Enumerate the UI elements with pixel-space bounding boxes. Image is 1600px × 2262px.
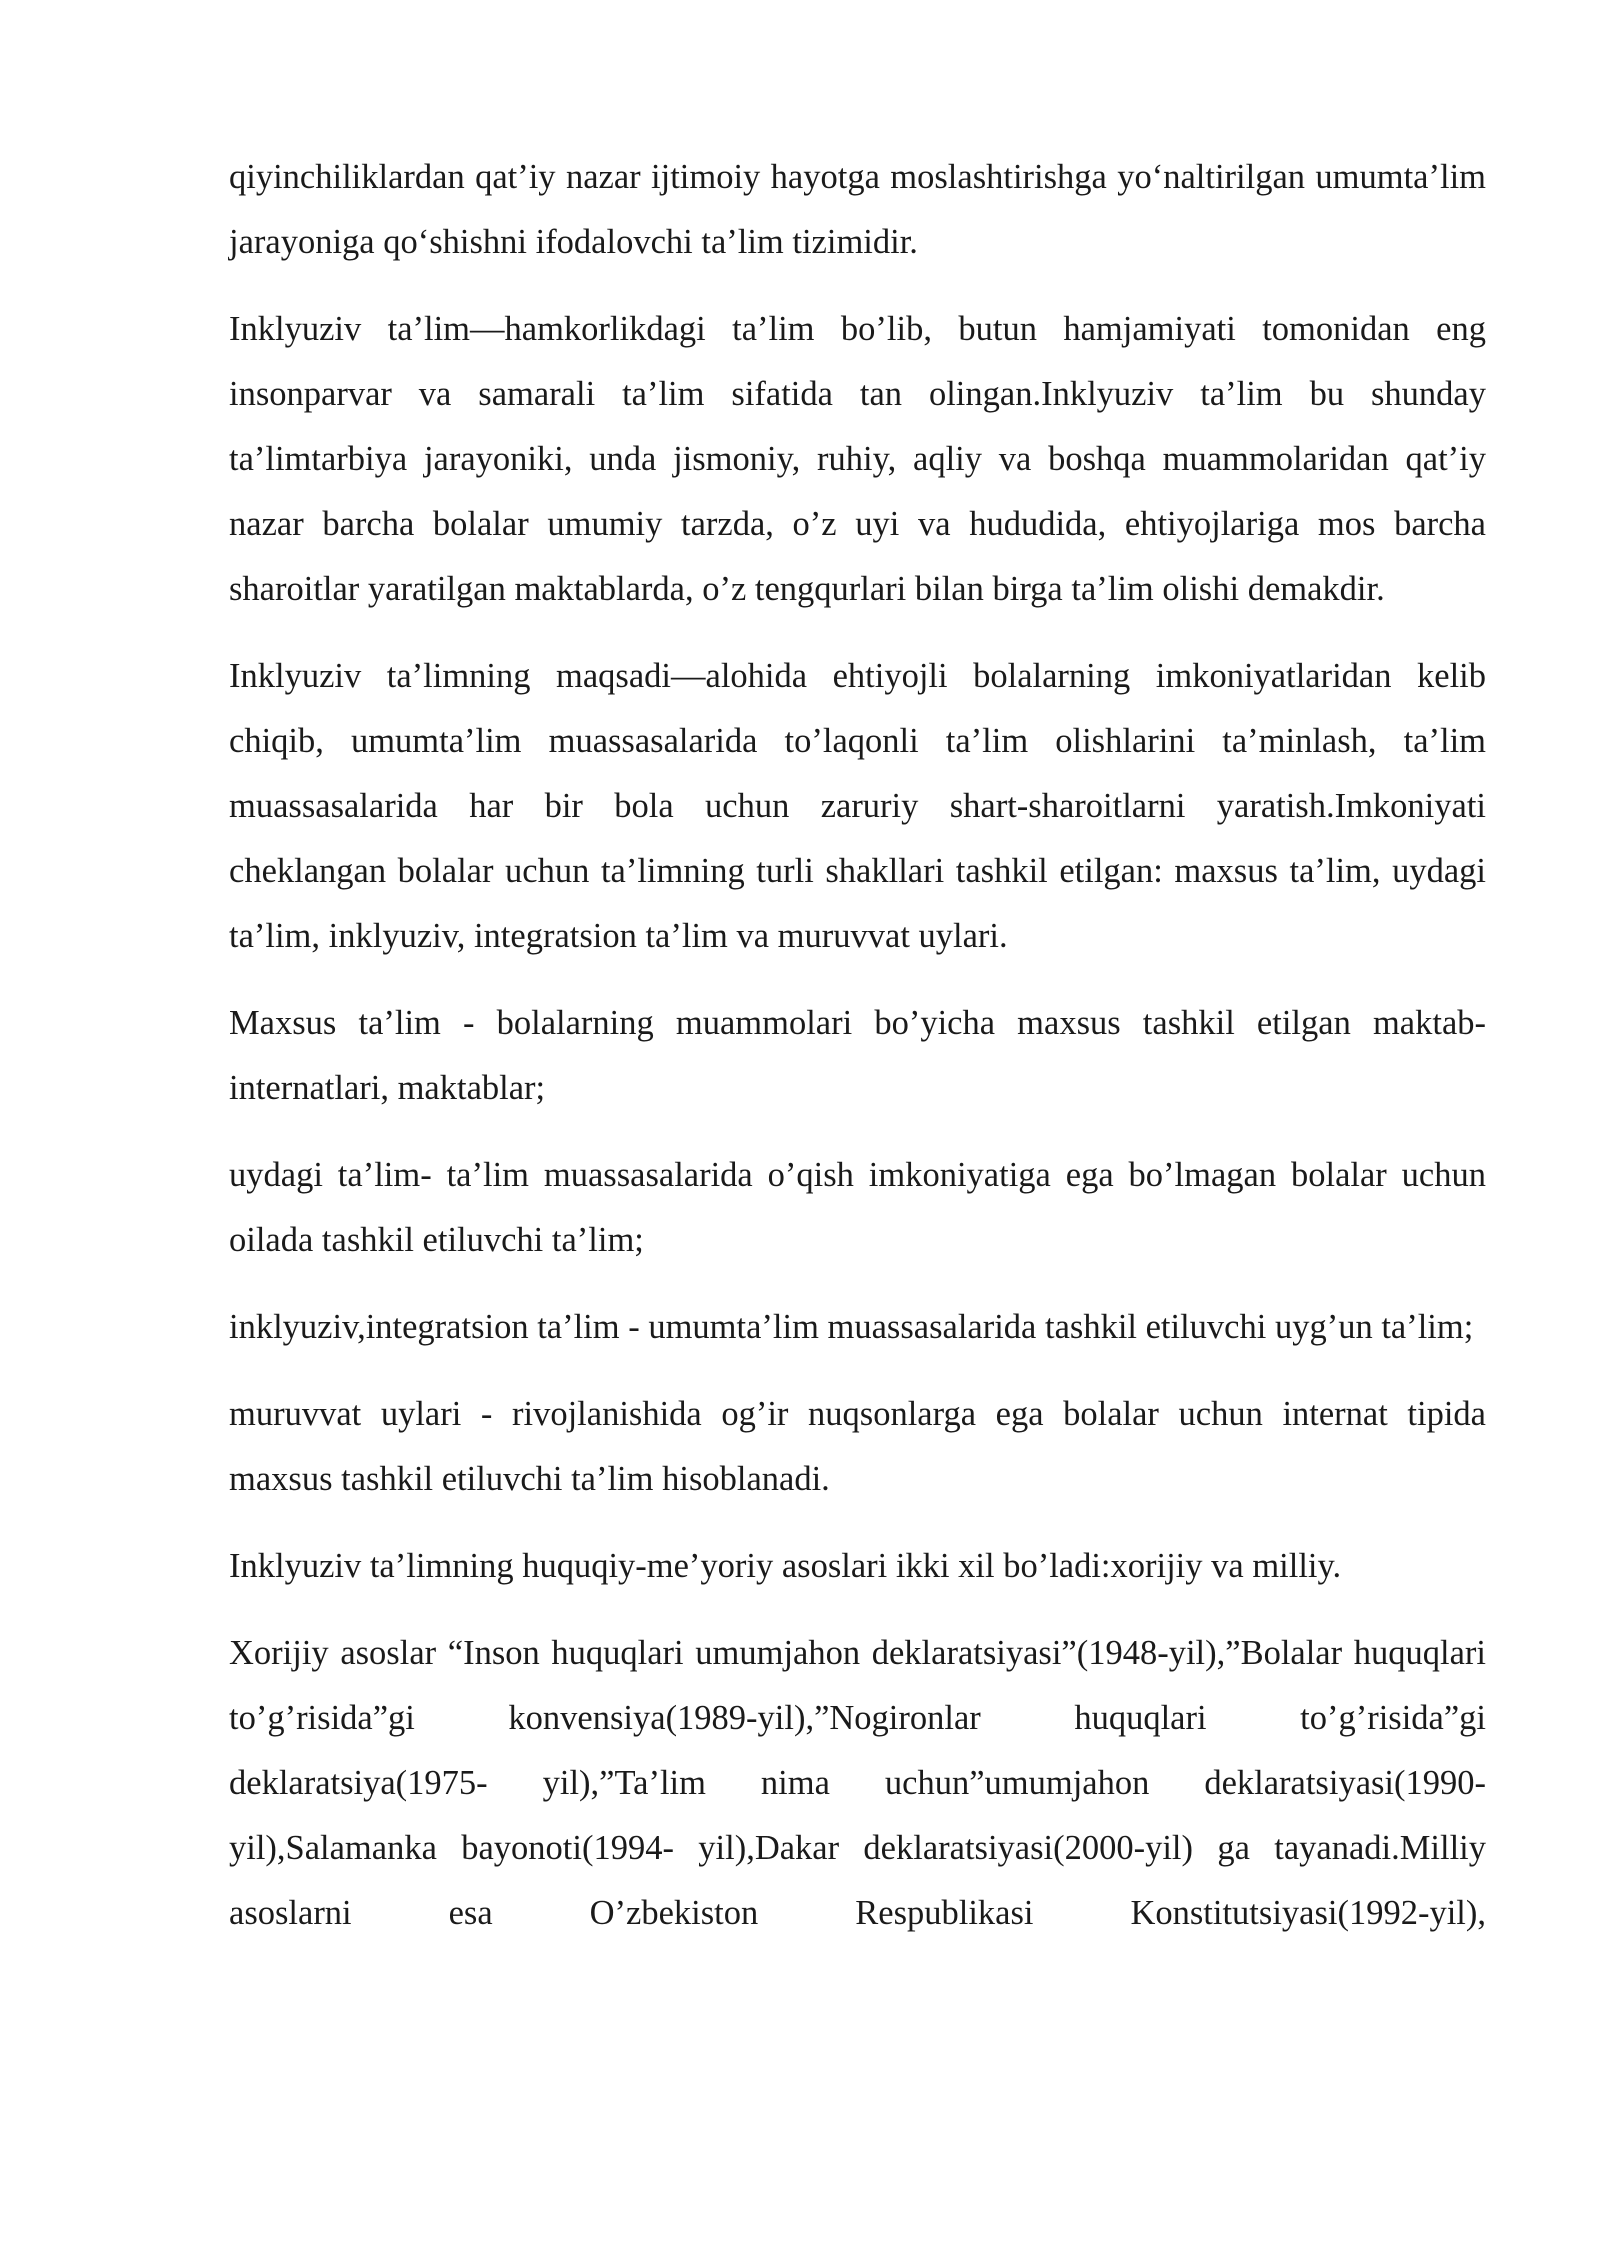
- paragraph-foreign-basis: Xorijiy asoslar “Inson huquqlari umumjahon deklaratsiyasi”(1948-yil),”Bolalar huquqlari to’g’risida”gi konvensiya(1989-yil),”Nogironlar huquqlari to’g’risida”gi deklaratsiya(1975- yil),”Ta’lim nima uchun”umumjahon deklaratsiyasi(1990-yil),Salamanka bayonoti(1994- yil),Dakar deklaratsiyasi(2000-yil) ga tayanadi.Milliy asoslarni esa O’zbekiston Respublikasi Konstitutsiyasi(1992-yil),: [229, 1634, 1486, 1932]
- paragraph-special-education: Maxsus ta’lim - bolalarning muammolari bo’yicha maxsus tashkil etilgan maktab-internatlari, maktablar;: [229, 1004, 1486, 1107]
- paragraph-inclusive-definition: Inklyuziv ta’lim—hamkorlikdagi ta’lim bo’lib, butun hamjamiyati tomonidan eng insonparvar va samarali ta’lim sifatida tan olingan.Inklyuziv ta’lim bu shunday ta’limtarbiya jarayoniki, unda jismoniy, ruhiy, aqliy va boshqa muammolaridan qat’iy nazar barcha bolalar umumiy tarzda, o’z uyi va hududida, ehtiyojlariga mos barcha sharoitlar yaratilgan maktablarda, o’z tengqurlari bilan birga ta’lim olishi demakdir.: [229, 310, 1486, 608]
- paragraph-inclusive-goal: Inklyuziv ta’limning maqsadi—alohida ehtiyojli bolalarning imkoniyatlaridan kelib chiqib, umumta’lim muassasalarida to’laqonli ta’lim olishlarini ta’minlash, ta’lim muassasalarida har bir bola uchun zaruriy shart-sharoitlarni yaratish.Imkoniyati cheklangan bolalar uchun ta’limning turli shakllari tashkil etilgan: maxsus ta’lim, uydagi ta’lim, inklyuziv, integratsion ta’lim va muruvvat uylari.: [229, 657, 1486, 955]
- paragraph-continuation: qiyinchiliklardan qat’iy nazar ijtimoiy hayotga moslashtirishga yo‘naltirilgan umumta’lim jarayoniga qo‘shishni ifodalovchi ta’lim tizimidir.: [229, 158, 1486, 261]
- paragraph-charity-homes: muruvvat uylari - rivojlanishida og’ir nuqsonlarga ega bolalar uchun internat tipida maxsus tashkil etiluvchi ta’lim hisoblanadi.: [229, 1395, 1486, 1498]
- paragraph-legal-basis: Inklyuziv ta’limning huquqiy-me’yoriy asoslari ikki xil bo’ladi:xorijiy va milliy.: [229, 1547, 1342, 1585]
- document-body: [229, 145, 1486, 1968]
- paragraph-home-education: uydagi ta’lim- ta’lim muassasalarida o’qish imkoniyatiga ega bo’lmagan bolalar uchun oilada tashkil etiluvchi ta’lim;: [229, 1156, 1486, 1259]
- paragraph-integrated-education: inklyuziv,integratsion ta’lim - umumta’lim muassasalarida tashkil etiluvchi uyg’un ta’lim;: [229, 1308, 1474, 1346]
